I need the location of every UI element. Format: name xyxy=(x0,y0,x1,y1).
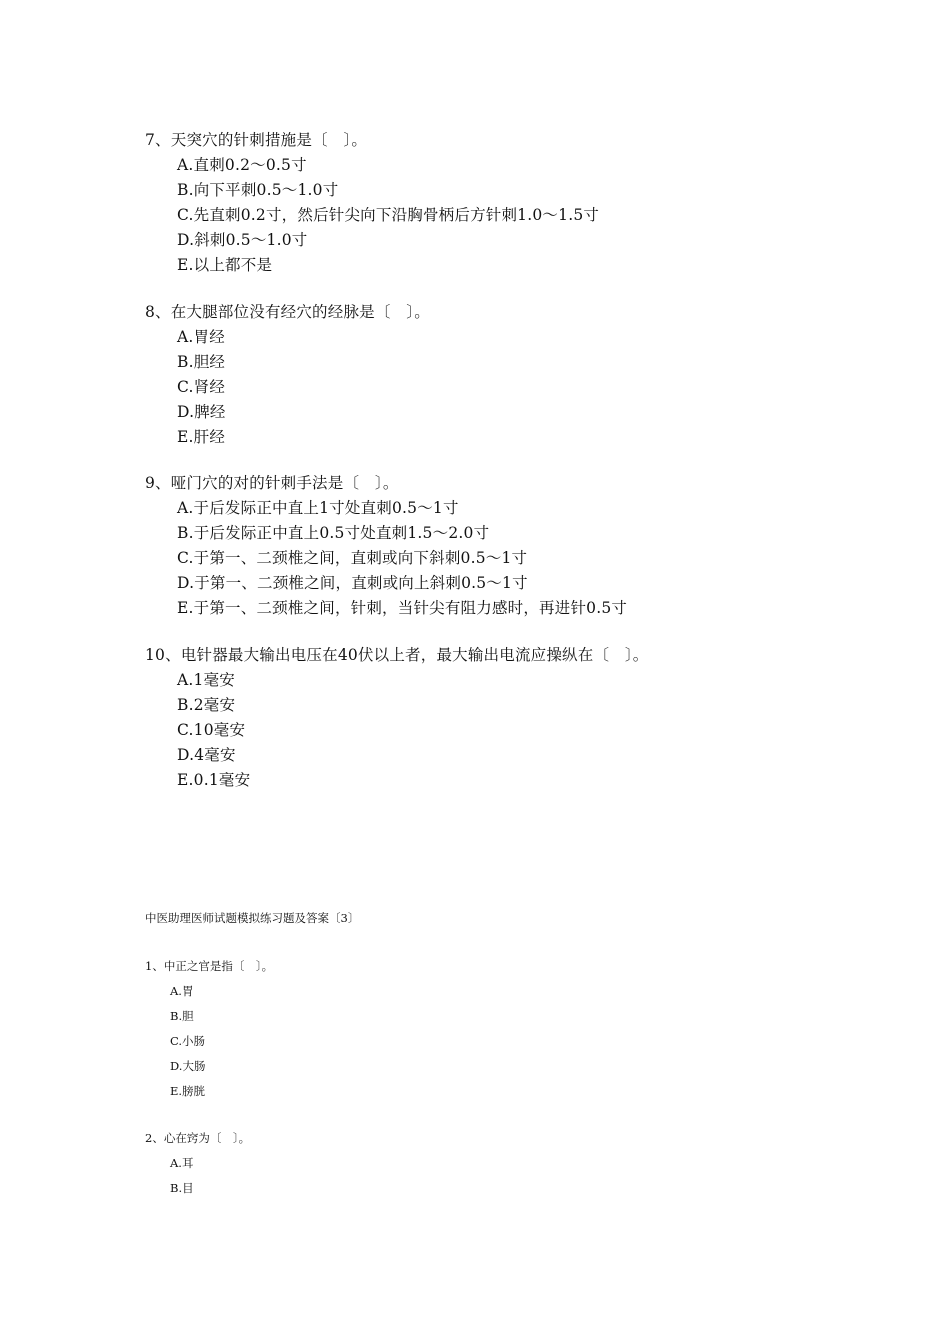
question-1-option-d: D.大肠 xyxy=(170,1059,206,1073)
question-9-option-b: B.于后发际正中直上0.5寸处直刺1.5～2.0寸 xyxy=(177,524,490,542)
question-10-option-b: B.2毫安 xyxy=(177,696,236,714)
question-8-option-d: D.脾经 xyxy=(177,403,226,421)
question-7-stem: 7、天突穴的针刺措施是〔 〕。 xyxy=(145,131,368,149)
question-9-option-d: D.于第一、二颈椎之间，直刺或向上斜刺0.5～1寸 xyxy=(177,574,528,592)
question-2-option-a: A.耳 xyxy=(170,1156,194,1170)
question-10-option-e: E.0.1毫安 xyxy=(177,771,251,789)
question-2-stem: 2、心在窍为〔 〕。 xyxy=(145,1131,251,1145)
question-10-option-d: D.4毫安 xyxy=(177,746,236,764)
question-8-option-c: C.肾经 xyxy=(177,378,226,396)
question-9-option-a: A.于后发际正中直上1寸处直刺0.5～1寸 xyxy=(177,499,459,517)
question-7-option-d: D.斜刺0.5～1.0寸 xyxy=(177,231,308,249)
question-7-option-c: C.先直刺0.2寸，然后针尖向下沿胸骨柄后方针刺1.0～1.5寸 xyxy=(177,206,600,224)
question-1-option-b: B.胆 xyxy=(170,1009,194,1023)
question-1-option-e: E.膀胱 xyxy=(170,1084,206,1098)
question-8-option-e: E.肝经 xyxy=(177,428,226,446)
question-9-stem: 9、哑门穴的对的针刺手法是〔 〕。 xyxy=(145,474,399,492)
question-8-option-a: A.胃经 xyxy=(177,328,225,346)
question-7-option-e: E.以上都不是 xyxy=(177,256,273,274)
question-9-option-c: C.于第一、二颈椎之间，直刺或向下斜刺0.5～1寸 xyxy=(177,549,528,567)
question-1-stem: 1、中正之官是指〔 〕。 xyxy=(145,959,274,973)
question-10-option-c: C.10毫安 xyxy=(177,721,246,739)
question-7-option-b: B.向下平刺0.5～1.0寸 xyxy=(177,181,339,199)
question-9-option-e: E.于第一、二颈椎之间，针刺，当针尖有阻力感时，再进针0.5寸 xyxy=(177,599,628,617)
question-1-option-a: A.胃 xyxy=(170,984,194,998)
question-8-stem: 8、在大腿部位没有经穴的经脉是〔 〕。 xyxy=(145,303,430,321)
question-8-option-b: B.胆经 xyxy=(177,353,226,371)
question-1-option-c: C.小肠 xyxy=(170,1034,206,1048)
question-10-option-a: A.1毫安 xyxy=(177,671,235,689)
question-10-stem: 10、电针器最大输出电压在40伏以上者，最大输出电流应操纵在〔 〕。 xyxy=(145,646,649,664)
section-title: 中医助理医师试题模拟练习题及答案〔3〕 xyxy=(145,911,360,925)
question-7-option-a: A.直刺0.2～0.5寸 xyxy=(177,156,307,174)
question-2-option-b: B.目 xyxy=(170,1181,194,1195)
